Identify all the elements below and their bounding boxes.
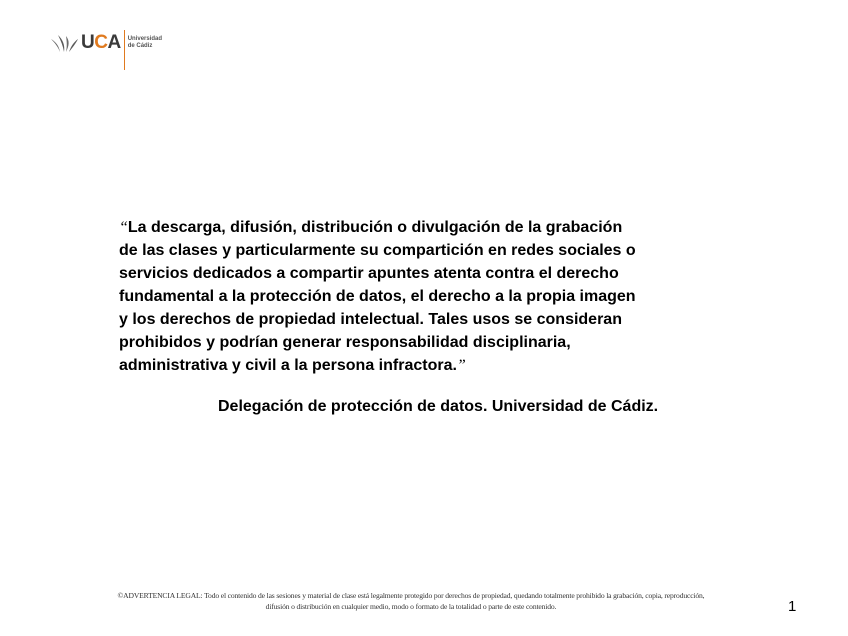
uca-acronym: UCA bbox=[81, 32, 121, 53]
close-quote: ” bbox=[456, 357, 466, 374]
legal-footer bbox=[28, 590, 794, 612]
quote-text: La descarga, difusión, distribución o divulgación de la grabación de las clases y particularmente su compartición en redes sociales o servicios dedicados a compartir apuntes atenta contra el derecho fundamental a la protección de datos, el derecho a la propia imagen y los derechos de propiedad intelectual. Tales usos se consideran prohibidos y podrían generar responsabilidad disciplinaria, administrativa y civil a la persona infractora. bbox=[119, 219, 636, 374]
open-quote: “ bbox=[119, 219, 128, 236]
uca-emblem-icon bbox=[50, 33, 80, 53]
uca-logo bbox=[50, 30, 162, 76]
logo-university-name: Universidad de Cádiz bbox=[127, 36, 163, 49]
footer-line-2: difusión o distribución en cualquier medio, modo o formato de la totalidad o parte de este contenido. bbox=[265, 602, 557, 611]
logo-divider bbox=[124, 30, 125, 70]
page-number: 1 bbox=[788, 598, 797, 615]
footer-line-1: ©ADVERTENCIA LEGAL: Todo el contenido de las sesiones y material de clase está legalmente protegido por derechos de propiedad, quedando totalmente prohibido la grabación, copia, reproducción, bbox=[117, 591, 705, 600]
signature: Delegación de protección de datos. Universidad de Cádiz. bbox=[218, 398, 659, 415]
legal-quote bbox=[119, 216, 759, 377]
